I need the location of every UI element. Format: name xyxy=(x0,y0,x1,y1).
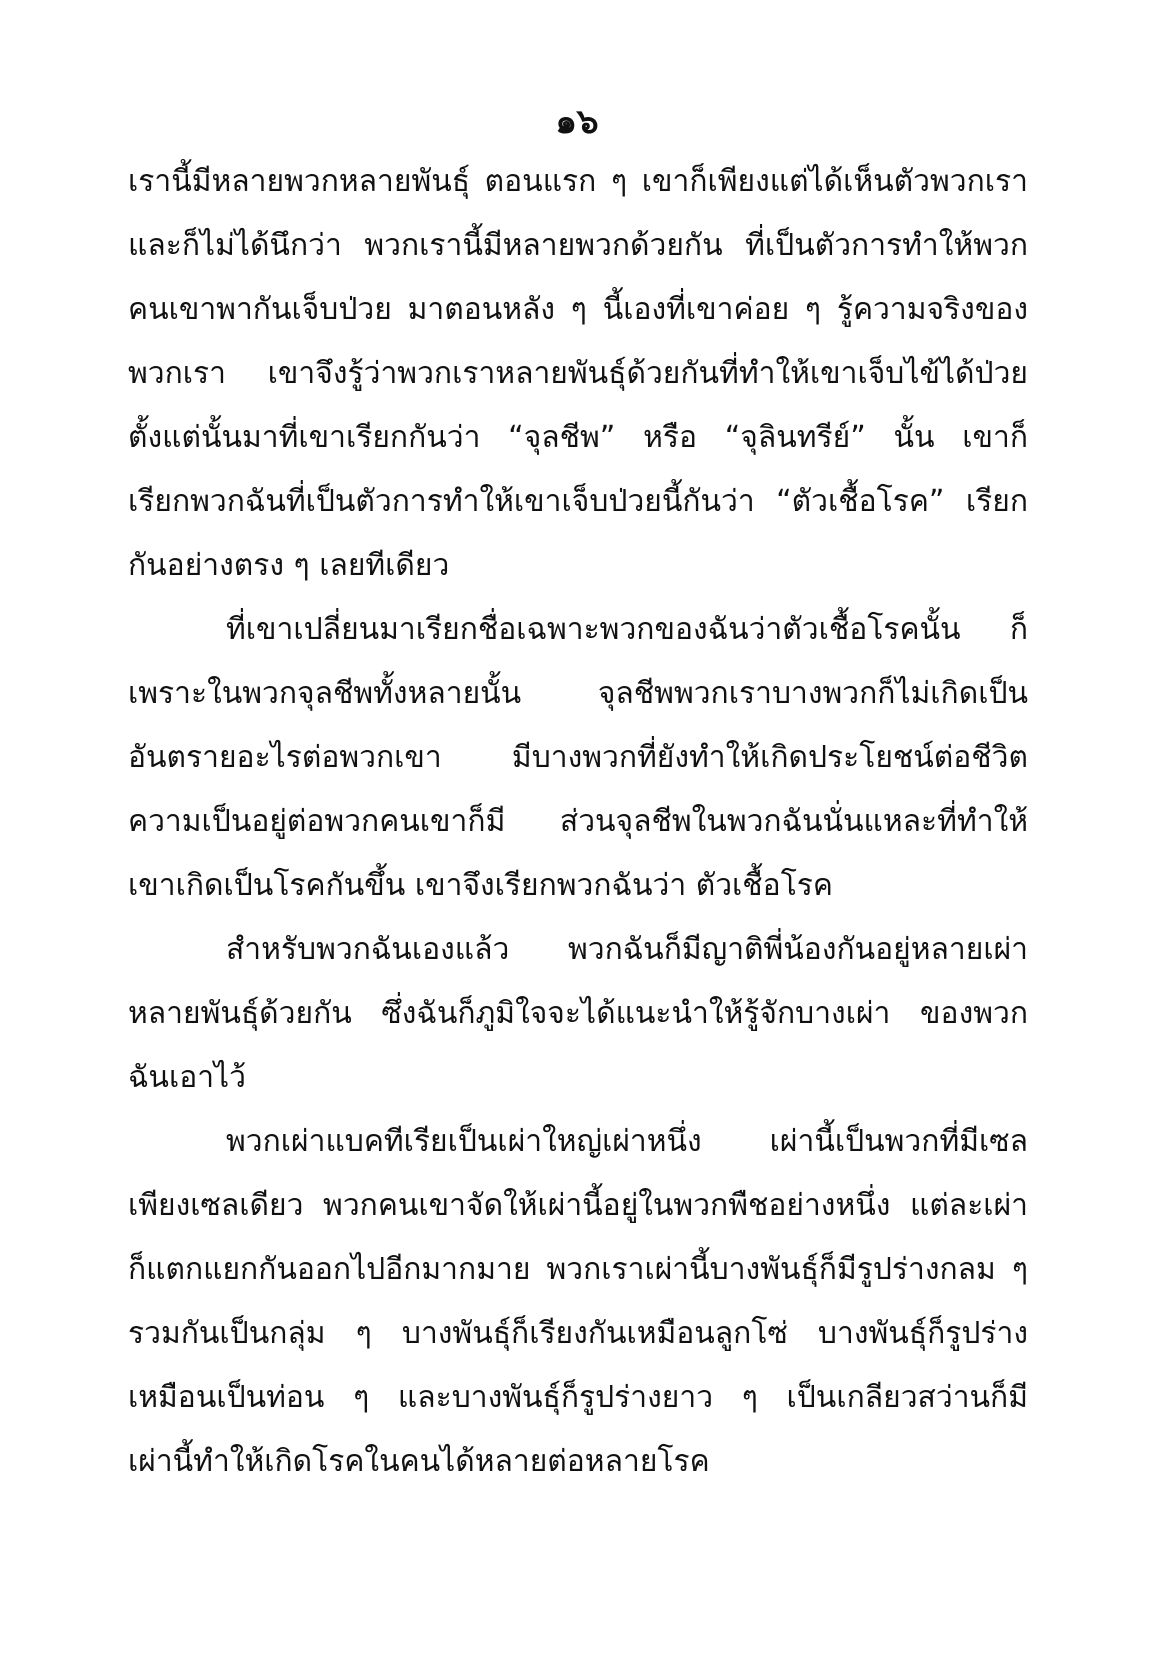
text-line: ก็แตกแยกกันออกไปอีกมากมาย พวกเราเผ่านี้บางพันธุ์ก็มีรูปร่างกลม ๆ xyxy=(128,1252,1028,1287)
page-number: ๑๖ xyxy=(555,102,599,142)
text-line: ที่เขาเปลี่ยนมาเรียกชื่อเฉพาะพวกของฉันว่าตัวเชื้อโรคนั้น ก็ xyxy=(226,612,1028,647)
paragraph-1 xyxy=(128,150,1028,598)
text-line: ฉันเอาไว้ xyxy=(128,1060,246,1095)
text-line: เพราะในพวกจุลชีพทั้งหลายนั้น จุลชีพพวกเราบางพวกก็ไม่เกิดเป็น xyxy=(128,676,1028,711)
text-line: เพียงเซลเดียว พวกคนเขาจัดให้เผ่านี้อยู่ในพวกพืชอย่างหนึ่ง แต่ละเผ่า xyxy=(128,1188,1028,1223)
text-line: และก็ไม่ได้นึกว่า พวกเรานี้มีหลายพวกด้วยกัน ที่เป็นตัวการทำให้พวก xyxy=(128,228,1028,263)
text-line: เผ่านี้ทำให้เกิดโรคในคนได้หลายต่อหลายโรค xyxy=(128,1444,710,1479)
text-line: สำหรับพวกฉันเองแล้ว พวกฉันก็มีญาติพี่น้องกันอยู่หลายเผ่า xyxy=(226,932,1028,967)
text-line: เรียกพวกฉันที่เป็นตัวการทำให้เขาเจ็บป่วยนี้กันว่า “ตัวเชื้อโรค” เรียก xyxy=(128,484,1028,519)
text-line: อันตรายอะไรต่อพวกเขา มีบางพวกที่ยังทำให้เกิดประโยชน์ต่อชีวิต xyxy=(128,740,1028,775)
text-line: พวกเรา เขาจึงรู้ว่าพวกเราหลายพันธุ์ด้วยกันที่ทำให้เขาเจ็บไข้ได้ป่วย xyxy=(128,356,1028,391)
text-line: ตั้งแต่นั้นมาที่เขาเรียกกันว่า “จุลชีพ” หรือ “จุลินทรีย์” นั้น เขาก็ xyxy=(128,420,1028,455)
text-line: เรานี้มีหลายพวกหลายพันธุ์ ตอนแรก ๆ เขาก็เพียงแต่ได้เห็นตัวพวกเรา xyxy=(128,164,1028,199)
text-line: คนเขาพากันเจ็บป่วย มาตอนหลัง ๆ นี้เองที่เขาค่อย ๆ รู้ความจริงของ xyxy=(128,292,1028,327)
paragraph-2 xyxy=(128,598,1028,918)
text-line: เหมือนเป็นท่อน ๆ และบางพันธุ์ก็รูปร่างยาว ๆ เป็นเกลียวสว่านก็มี xyxy=(128,1380,1028,1415)
text-line: กันอย่างตรง ๆ เลยทีเดียว xyxy=(128,548,450,583)
body-text xyxy=(128,150,1028,1494)
text-line: พวกเผ่าแบคทีเรียเป็นเผ่าใหญ่เผ่าหนึ่ง เผ่านี้เป็นพวกที่มีเซล xyxy=(226,1124,1028,1159)
paragraph-3 xyxy=(128,918,1028,1110)
text-line: ความเป็นอยู่ต่อพวกคนเขาก็มี ส่วนจุลชีพในพวกฉันนั่นแหละที่ทำให้ xyxy=(128,804,1028,839)
text-line: เขาเกิดเป็นโรคกันขึ้น เขาจึงเรียกพวกฉันว่า ตัวเชื้อโรค xyxy=(128,868,833,903)
paragraph-4 xyxy=(128,1110,1028,1494)
text-line: รวมกันเป็นกลุ่ม ๆ บางพันธุ์ก็เรียงกันเหมือนลูกโซ่ บางพันธุ์ก็รูปร่าง xyxy=(128,1316,1028,1351)
text-line: หลายพันธุ์ด้วยกัน ซึ่งฉันก็ภูมิใจจะได้แนะนำให้รู้จักบางเผ่า ของพวก xyxy=(128,996,1028,1031)
